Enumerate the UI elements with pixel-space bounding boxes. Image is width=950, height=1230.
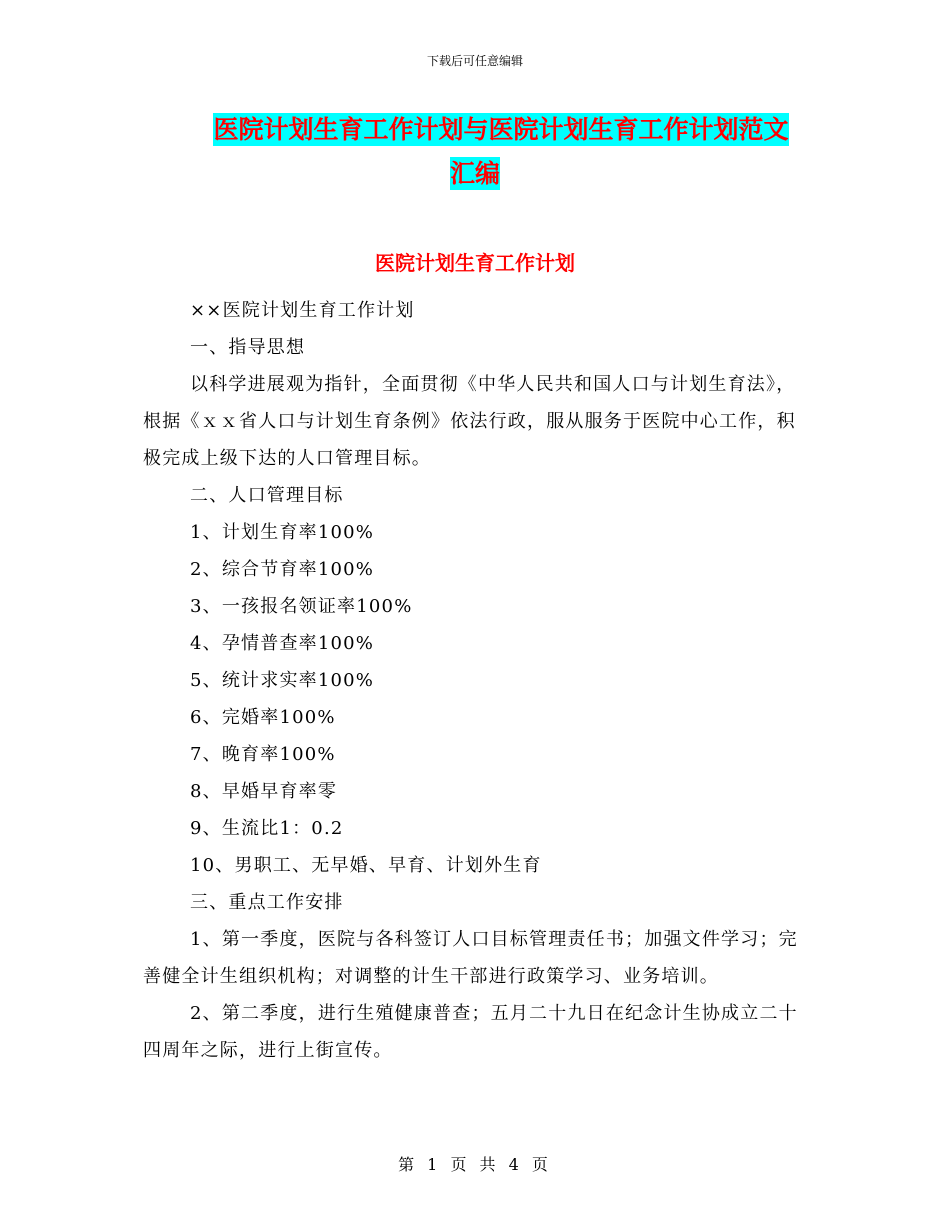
list-item: 5、统计求实率100% bbox=[190, 670, 375, 691]
document-title bbox=[0, 108, 950, 196]
document-title-line-2: 汇编 bbox=[449, 159, 500, 188]
header-note: 下载后可任意编辑 bbox=[426, 54, 523, 68]
document-body bbox=[143, 292, 806, 1069]
list-item: 2、综合节育率100% bbox=[190, 559, 375, 580]
paragraph-second-quarter: 2、第二季度，进行生殖健康普查；五月二十九日在纪念计生协成立二十四周年之际，进行上街宣传。 bbox=[143, 1003, 798, 1061]
list-item: 7、晚育率100% bbox=[190, 744, 336, 765]
list-item: 9、生流比1：0.2 bbox=[190, 818, 344, 839]
list-item: 6、完婚率100% bbox=[190, 707, 336, 728]
list-item: 3、一孩报名领证率100% bbox=[190, 596, 413, 617]
paragraph-first-quarter: 1、第一季度，医院与各科签订人口目标管理责任书；加强文件学习；完善健全计生组织机构；对调整的计生干部进行政策学习、业务培训。 bbox=[143, 929, 798, 987]
list-item: 8、早婚早育率零 bbox=[190, 781, 338, 802]
page-number: 第 1 页 共 4 页 bbox=[398, 1155, 552, 1174]
paragraph-plan-name: ××医院计划生育工作计划 bbox=[190, 300, 415, 321]
heading-population-targets: 二、人口管理目标 bbox=[190, 485, 344, 506]
list-item: 1、计划生育率100% bbox=[190, 522, 375, 543]
document-title-line-1: 医院计划生育工作计划与医院计划生育工作计划范文 bbox=[213, 115, 789, 144]
heading-guiding-thought: 一、指导思想 bbox=[190, 337, 306, 358]
paragraph-guiding-thought: 以科学进展观为指针，全面贯彻《中华人民共和国人口与计划生育法》，根据《ｘｘ省人口与计划生育条例》依法行政，服从服务于医院中心工作，积极完成上级下达的人口管理目标。 bbox=[143, 374, 796, 469]
list-item: 10、男职工、无早婚、早育、计划外生育 bbox=[190, 855, 542, 876]
heading-key-work: 三、重点工作安排 bbox=[190, 892, 344, 913]
section-title: 医院计划生育工作计划 bbox=[375, 251, 575, 275]
list-item: 4、孕情普查率100% bbox=[190, 633, 375, 654]
